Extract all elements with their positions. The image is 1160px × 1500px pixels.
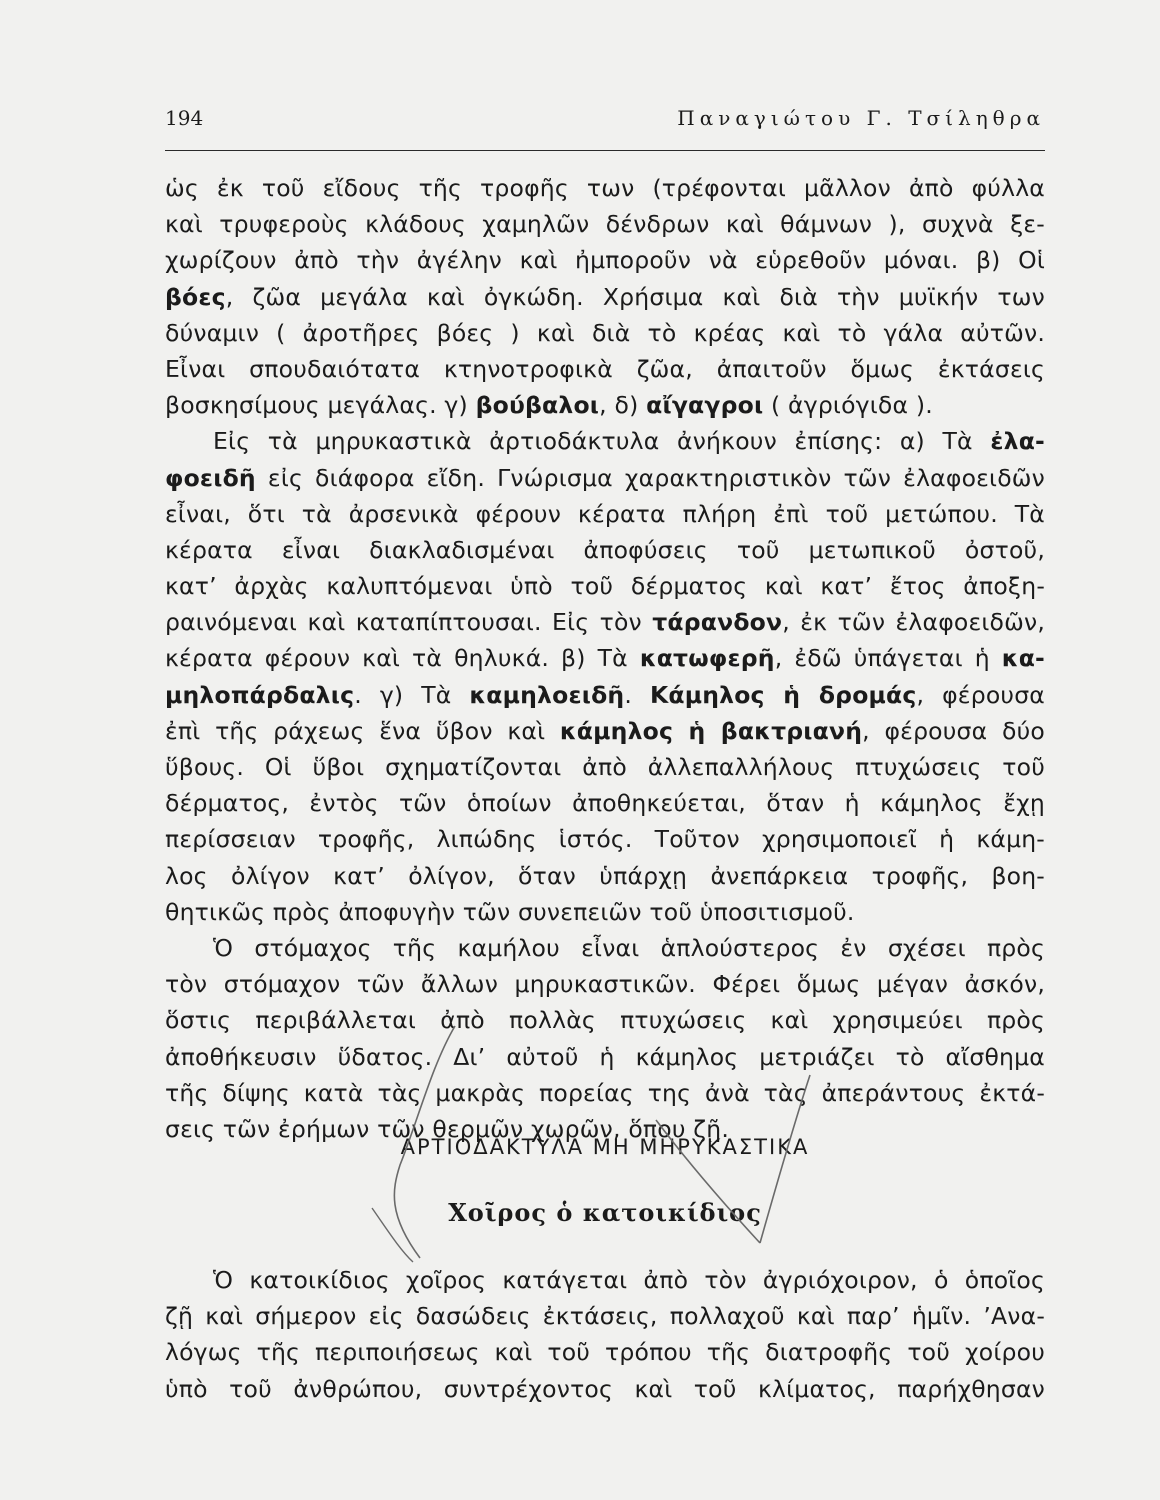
bold-term: μηλοπάρδαλις — [165, 680, 355, 709]
text-line: ὅστις περιβάλλεται ἀπὸ πολλὰς πτυχώσεις καὶ χρησιμεύει πρὸς — [165, 1006, 1045, 1035]
text-line: ἐπὶ τῆς ράχεως ἕνα ὕβον καὶ κάμηλος ἡ βακτριανή, φέρουσα δύο — [165, 716, 1045, 745]
text-line: κατ’ ἀρχὰς καλυπτόμεναι ὑπὸ τοῦ δέρματος καὶ κατ’ ἔτος ἀποξη- — [165, 572, 1045, 601]
text-line: ὑπὸ τοῦ ἀνθρώπου, συντρέχοντος καὶ τοῦ κλίματος, παρήχθησαν — [165, 1374, 1045, 1403]
bold-term: ἐλα- — [990, 427, 1045, 456]
text-line: βόες, ζῶα μεγάλα καὶ ὀγκώδη. Χρήσιμα καὶ διὰ τὴν μυϊκήν των — [165, 282, 1045, 311]
text-line: Ὁ κατοικίδιος χοῖρος κατάγεται ἀπὸ τὸν ἀγριόχοιρον, ὁ ὁποῖος — [213, 1266, 1045, 1294]
text-line: Εἰς τὰ μηρυκαστικὰ ἀρτιοδάκτυλα ἀνήκουν ἐπίσης: α) Τὰ ἐλα- — [213, 427, 1045, 456]
text-line: ραινόμεναι καὶ καταπίπτουσαι. Εἰς τὸν τάρανδον, ἐκ τῶν ἐλαφοειδῶν, — [165, 608, 1045, 637]
bold-term: κάμηλος ἡ βακτριανή — [559, 716, 863, 745]
text-line: ἀποθήκευσιν ὕδατος. Δι’ αὐτοῦ ἡ κάμηλος μετριάζει τὸ αἴσθημα — [165, 1042, 1045, 1071]
text-line: σεις τῶν ἐρήμων τῶν θερμῶν χωρῶν, ὅπου ζῇ. — [165, 1114, 730, 1143]
text-line: κέρατα φέρουν καὶ τὰ θηλυκά. β) Τὰ κατωφερῆ, ἐδῶ ὑπάγεται ἡ κα- — [165, 644, 1045, 673]
text-line: κέρατα εἶναι διακλαδισμέναι ἀποφύσεις τοῦ μετωπικοῦ ὀστοῦ, — [165, 535, 1045, 564]
text-line: τὸν στόμαχον τῶν ἄλλων μηρυκαστικῶν. Φέρει ὅμως μέγαν ἀσκόν, — [165, 970, 1045, 999]
sub-heading: Χοῖρος ὁ κατοικίδιος — [448, 1198, 762, 1227]
text-line: λόγως τῆς περιποιήσεως καὶ τοῦ τρόπου τῆς διατροφῆς τοῦ χοίρου — [165, 1338, 1045, 1367]
text-line: Εἶναι σπουδαιότατα κτηνοτροφικὰ ζῶα, ἀπαιτοῦν ὅμως ἐκτάσεις — [165, 354, 1045, 383]
bold-term: Κάμηλος ἡ δρομάς — [649, 680, 917, 709]
running-head: Παναγιώτου Γ. Τσίληθρα — [677, 106, 1045, 130]
text-line: τῆς δίψης κατὰ τὰς μακρὰς πορείας της ἀνὰ τὰς ἀπεράντους ἐκτά- — [165, 1078, 1045, 1107]
text-line: περίσσειαν τροφῆς, λιπώδης ἱστός. Τοῦτον χρησιμοποιεῖ ἡ κάμη- — [165, 825, 1045, 854]
bold-term: τάρανδον — [652, 608, 783, 637]
text-line: ζῇ καὶ σήμερον εἰς δασώδεις ἐκτάσεις, πολλαχοῦ καὶ παρ’ ἡμῖν. ’Ανα- — [165, 1302, 1045, 1331]
text-line: θητικῶς πρὸς ἀποφυγὴν τῶν συνεπειῶν τοῦ ὑποσιτισμοῦ. — [165, 897, 855, 926]
text-line: δέρματος, ἐντὸς τῶν ὁποίων ἀποθηκεύεται, ὅταν ἡ κάμηλος ἔχῃ — [165, 789, 1045, 818]
text-line: ὕβους. Οἱ ὕβοι σχηματίζονται ἀπὸ ἀλλεπαλλήλους πτυχώσεις τοῦ — [165, 753, 1045, 781]
text-line: ὡς ἐκ τοῦ εἴδους τῆς τροφῆς των (τρέφονται μᾶλλον ἀπὸ φύλλα — [165, 174, 1045, 202]
main-text-continued — [165, 1262, 1045, 1407]
main-text — [165, 170, 1045, 1147]
text-line: μηλοπάρδαλις. γ) Τὰ καμηλοειδῆ. Κάμηλος ἡ δρομάς, φέρουσα — [165, 680, 1045, 709]
bold-term: κα- — [1001, 644, 1045, 673]
page-number: 194 — [165, 106, 204, 130]
text-line: Ὁ στόμαχος τῆς καμήλου εἶναι ἁπλούστερος ἐν σχέσει πρὸς — [213, 933, 1045, 962]
bold-term: βόες — [165, 282, 226, 311]
text-line: λος ὀλίγον κατ’ ὀλίγον, ὅταν ὑπάρχῃ ἀνεπάρκεια τροφῆς, βοη- — [165, 861, 1045, 890]
text-line: καὶ τρυφεροὺς κλάδους χαμηλῶν δένδρων καὶ θάμνων ), συχνὰ ξε- — [165, 210, 1045, 239]
bold-term: φοειδῆ — [165, 463, 256, 492]
text-line: βοσκησίμους μεγάλας. γ) βούβαλοι, δ) αἴγαγροι ( ἀγριόγιδα ). — [165, 391, 933, 420]
text-line: δύναμιν ( ἀροτῆρες βόες ) καὶ διὰ τὸ κρέας καὶ τὸ γάλα αὐτῶν. — [165, 318, 1045, 347]
text-line: χωρίζουν ἀπὸ τὴν ἀγέλην καὶ ἠμποροῦν νὰ εὑρεθοῦν μόναι. β) Οἱ — [165, 246, 1045, 275]
page-header — [165, 104, 1045, 151]
text-line: φοειδῆ εἰς διάφορα εἴδη. Γνώρισμα χαρακτηριστικὸν τῶν ἐλαφοειδῶν — [165, 463, 1045, 492]
bold-term: κατωφερῆ — [639, 644, 775, 673]
section-heading: ΑΡΤΙΟΔΑΚΤΥΛΑ ΜΗ ΜΗΡΥΚΑΣΤΙΚΑ — [400, 1135, 810, 1159]
bold-term: αἴγαγροι — [646, 391, 764, 420]
text-line: εἶναι, ὅτι τὰ ἀρσενικὰ φέρουν κέρατα πλήρη ἐπὶ τοῦ μετώπου. Τὰ — [165, 499, 1045, 528]
bold-term: βούβαλοι — [475, 391, 600, 420]
bold-term: καμηλοειδῆ — [469, 680, 625, 709]
